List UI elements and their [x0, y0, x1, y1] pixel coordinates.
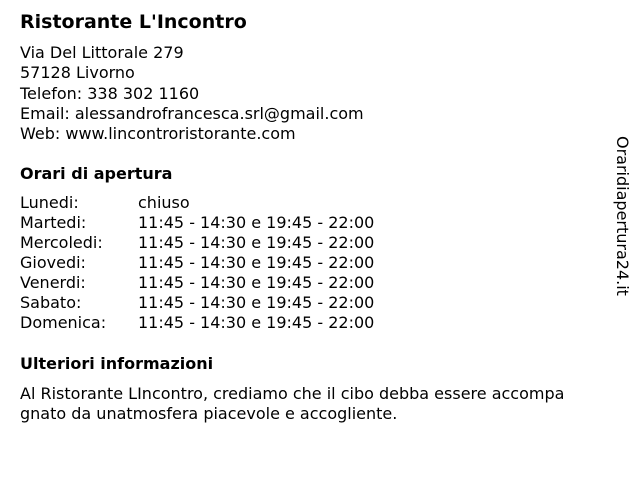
- contact-block: [20, 43, 364, 144]
- more-info-heading: Ulteriori informazioni: [20, 354, 214, 373]
- hours-time: 11:45 - 14:30 e 19:45 - 22:00: [138, 213, 375, 232]
- hours-day: Martedi:: [20, 213, 87, 232]
- street-address: Via Del Littorale 279: [20, 43, 184, 62]
- hours-day: Mercoledi:: [20, 233, 103, 252]
- web-line: Web: www.lincontroristorante.com: [20, 124, 296, 144]
- more-info-text: [20, 384, 564, 424]
- hours-day: Venerdi:: [20, 273, 86, 292]
- city-postcode: 57128 Livorno: [20, 63, 135, 83]
- hours-time: 11:45 - 14:30 e 19:45 - 22:00: [138, 253, 375, 272]
- more-info-line: gnato da unatmosfera piacevole e accogliente.: [20, 404, 398, 423]
- side-brand-watermark: Oraridiapertura24.it: [613, 136, 632, 296]
- more-info-line: Al Ristorante LIncontro, crediamo che il cibo debba essere accompa: [20, 384, 565, 403]
- opening-hours-heading: Orari di apertura: [20, 164, 173, 183]
- hours-time: 11:45 - 14:30 e 19:45 - 22:00: [138, 233, 375, 252]
- hours-day: Giovedi:: [20, 253, 86, 272]
- hours-day: Lunedi:: [20, 193, 79, 212]
- email-line: Email: alessandrofrancesca.srl@gmail.com: [20, 103, 364, 123]
- restaurant-title: Ristorante L'Incontro: [20, 11, 247, 33]
- hours-time: chiuso: [138, 193, 190, 212]
- hours-day: Sabato:: [20, 293, 82, 312]
- hours-time: 11:45 - 14:30 e 19:45 - 22:00: [138, 313, 375, 332]
- hours-time: 11:45 - 14:30 e 19:45 - 22:00: [138, 293, 375, 312]
- hours-time: 11:45 - 14:30 e 19:45 - 22:00: [138, 273, 375, 292]
- hours-day: Domenica:: [20, 313, 107, 332]
- phone-line: Telefon: 338 302 1160: [20, 83, 200, 103]
